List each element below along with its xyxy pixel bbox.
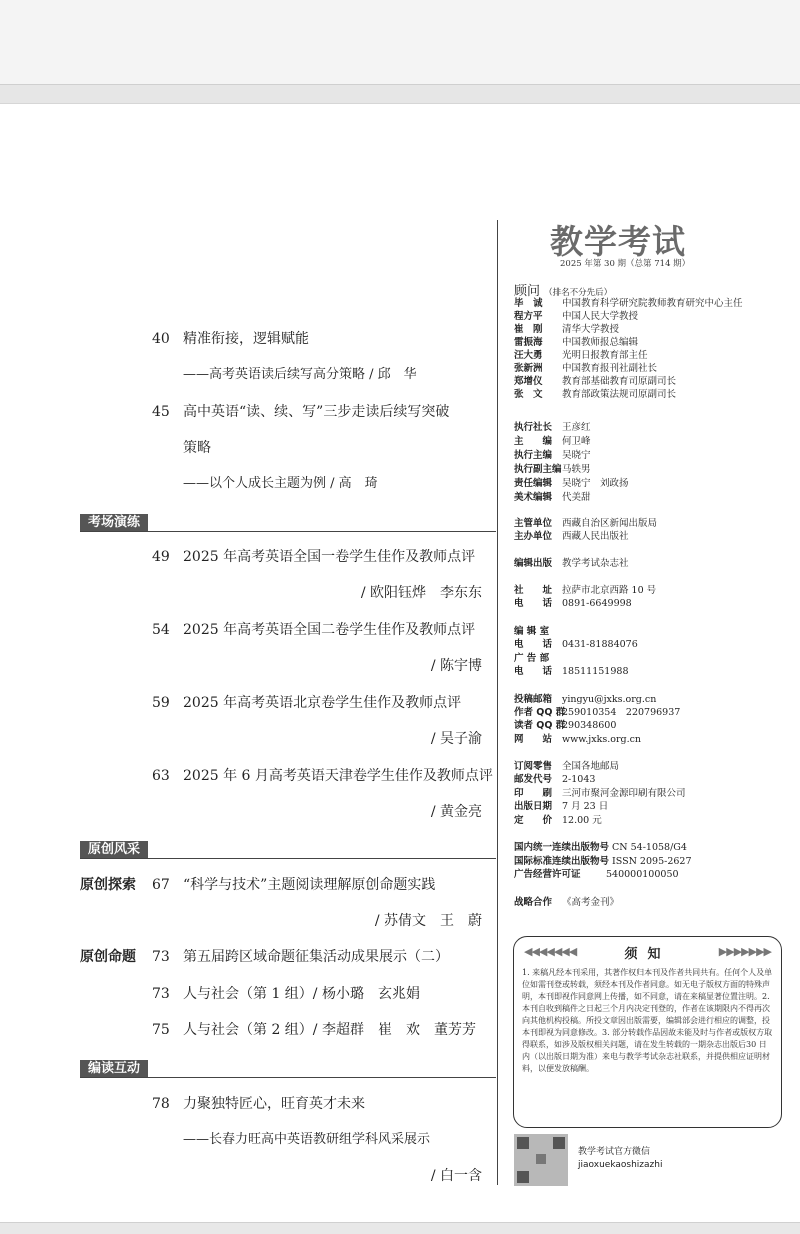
kv-value: 中国教育科学研究院教师教育研究中心主任	[562, 298, 743, 309]
kv-key: 编 辑 室	[514, 626, 550, 637]
section-rule	[80, 531, 496, 532]
staff-row	[514, 478, 629, 490]
toc-subtitle: ——长春力旺高中英语教研组学科风采展示	[183, 1132, 431, 1147]
advisors-note: （排名不分先后）	[544, 288, 613, 298]
kv-value: CN 54-1058/G4	[612, 842, 687, 853]
kv-key: 印 刷	[514, 788, 553, 799]
kv-value: ISSN 2095-2627	[612, 856, 692, 867]
kv-key: 网 站	[514, 734, 553, 745]
kv-value: 259010354 220796937	[562, 707, 681, 718]
kv-key: 作者 QQ 群	[514, 707, 566, 718]
kv-value: 中国教师报总编辑	[562, 337, 639, 348]
org-row	[514, 518, 657, 530]
issue-number: 2025 年第 30 期（总第 714 期）	[560, 259, 691, 269]
section-rule	[80, 1077, 496, 1078]
toc-title[interactable]: 2025 年高考英语全国一卷学生佳作及教师点评	[183, 549, 476, 565]
kv-key: 订阅零售	[514, 761, 553, 772]
kv-key: 郑增仪	[514, 376, 543, 387]
staff-row	[514, 450, 591, 462]
advisor-row	[514, 350, 648, 362]
section-rule	[80, 858, 496, 859]
office-row	[514, 626, 562, 638]
toc-title[interactable]: 2025 年高考英语全国二卷学生佳作及教师点评	[183, 622, 476, 638]
toc-title[interactable]: “科学与技术”主题阅读理解原创命题实践	[183, 877, 436, 893]
toc-page-num: 40	[152, 331, 170, 347]
kv-value: 吴晓宁	[562, 450, 591, 461]
contact-row	[514, 694, 656, 706]
kv-value: 0891-6649998	[562, 598, 632, 609]
notice-box	[513, 936, 782, 1128]
advisor-row	[514, 324, 619, 336]
strategy-row	[514, 897, 619, 909]
toc-title[interactable]: 2025 年 6 月高考英语天津卷学生佳作及教师点评	[183, 768, 493, 784]
section-header	[80, 514, 496, 532]
publisher-row	[514, 558, 629, 570]
office-row	[514, 639, 638, 651]
column-label: 原创命题	[80, 949, 136, 965]
kv-value: 7 月 23 日	[562, 801, 609, 812]
kv-key: 汪大勇	[514, 350, 543, 361]
kv-key: 执行主编	[514, 450, 553, 461]
toc-title[interactable]: 人与社会（第 2 组）/ 李超群 崔 欢 董芳芳	[183, 1022, 476, 1038]
staff-row	[514, 422, 591, 434]
toc-page-num: 73	[152, 986, 170, 1002]
org-row	[514, 531, 629, 543]
kv-key: 电 话	[514, 666, 553, 677]
kv-key: 程方平	[514, 311, 543, 322]
toc-author: / 吴子渝	[430, 731, 482, 747]
serial-row	[514, 842, 687, 854]
kv-value: 12.00 元	[562, 815, 602, 826]
kv-key: 编辑出版	[514, 558, 553, 569]
kv-key: 雷振海	[514, 337, 543, 348]
toc-page-num: 45	[152, 404, 170, 420]
section-label: 考场演练	[80, 514, 148, 532]
section-header	[80, 841, 496, 859]
advisor-row	[514, 298, 743, 310]
kv-key: 社 址	[514, 585, 553, 596]
toc-author: / 欧阳钰烨 李东东	[360, 585, 482, 601]
office-row	[514, 653, 562, 665]
kv-key: 主办单位	[514, 531, 553, 542]
contact-row	[514, 707, 680, 719]
page-edge-strip	[0, 84, 800, 104]
kv-value: 《高考金刊》	[562, 897, 620, 908]
kv-key: 电 话	[514, 639, 553, 650]
toc-page-num: 49	[152, 549, 170, 565]
notice-body: 1. 来稿凡经本刊采用，其著作权归本刊及作者共同共有。任何个人及单位如需刊登或转载，须经本刊及作者同意。如无电子版权方面的特殊声明，本刊即视作同意网上传播，如不同意，请在来稿显著位置注明。2. 本刊自收到稿件之日起三个月内决定刊登的，作者在该期限内不得再次向其他机构投稿。所投文章因出版需要，编辑部会进行相应的调整，投本刊即视为同意修改。3. 部分转载作品因故未能及时与作者或版权方取得联系，如涉及版权相关问题，请在发生转载的一期杂志出版后30 日内（以出版日期为准）来电与教学考试杂志社联系，并提供相应证明材料，以便发放稿酬。	[522, 968, 773, 1073]
kv-value: 拉萨市北京西路 10 号	[562, 585, 657, 596]
advisor-row	[514, 376, 676, 388]
serial-row	[514, 856, 692, 868]
kv-key: 读者 QQ 群	[514, 720, 566, 731]
kv-key: 主管单位	[514, 518, 553, 529]
kv-value: 540000100050	[606, 869, 679, 880]
kv-value: 教育部基础教育司原副司长	[562, 376, 677, 387]
address-row	[514, 598, 632, 610]
kv-value: 中国教育报刊社副社长	[562, 363, 658, 374]
advisor-row	[514, 337, 638, 349]
staff-row	[514, 492, 591, 504]
dist-row	[514, 815, 602, 827]
kv-value: 代美甜	[562, 492, 591, 503]
kv-value: 三河市聚河金源印刷有限公司	[562, 788, 686, 799]
toc-title[interactable]: 人与社会（第 1 组）/ 杨小璐 玄兆娟	[183, 986, 420, 1002]
kv-key: 执行副主编	[514, 464, 562, 475]
kv-key: 崔 刚	[514, 324, 543, 335]
dist-row	[514, 788, 686, 800]
notice-title: 须知	[624, 947, 671, 962]
kv-key: 美术编辑	[514, 492, 553, 503]
kv-value: 全国各地邮局	[562, 761, 620, 772]
toc-page-num: 63	[152, 768, 170, 784]
kv-key: 广告经营许可证	[514, 869, 581, 880]
advisor-row	[514, 363, 657, 375]
office-row	[514, 666, 629, 678]
kv-key: 定 价	[514, 815, 553, 826]
kv-key: 出版日期	[514, 801, 553, 812]
kv-key: 责任编辑	[514, 478, 553, 489]
toc-subtitle: ——高考英语读后续写高分策略 / 邱 华	[183, 367, 417, 382]
kv-value: 吴晓宁 刘政扬	[562, 478, 629, 489]
kv-key: 主 编	[514, 436, 553, 447]
kv-key: 张新洲	[514, 363, 543, 374]
bottom-edge-strip	[0, 1222, 800, 1234]
toc-page-num: 73	[152, 949, 170, 965]
staff-row	[514, 436, 591, 448]
advisor-row	[514, 389, 676, 401]
kv-key: 邮发代号	[514, 774, 553, 785]
dist-row	[514, 801, 608, 813]
advisor-row	[514, 311, 638, 323]
kv-value: 西藏人民出版社	[562, 531, 629, 542]
kv-key: 战略合作	[514, 897, 553, 908]
dist-row	[514, 774, 595, 786]
kv-key: 执行社长	[514, 422, 553, 433]
kv-key: 国际标准连续出版物号	[514, 856, 610, 867]
dist-row	[514, 761, 619, 773]
advisors-title: 顾问	[514, 284, 541, 299]
advisors-heading	[514, 280, 612, 299]
kv-value: 教育部政策法规司原副司长	[562, 389, 677, 400]
toc-author: / 陈宇博	[430, 658, 482, 674]
wechat-label: 教学考试官方微信	[578, 1147, 651, 1157]
kv-value: 光明日报教育部主任	[562, 350, 648, 361]
kv-value: 2-1043	[562, 774, 596, 785]
toc-page-num: 75	[152, 1022, 170, 1038]
kv-value: 18511151988	[562, 666, 629, 677]
kv-value: 西藏自治区新闻出版局	[562, 518, 658, 529]
kv-value: 马轶男	[562, 464, 591, 475]
kv-key: 投稿邮箱	[514, 694, 553, 705]
section-label: 编读互动	[80, 1060, 148, 1078]
kv-value: 何卫峰	[562, 436, 591, 447]
kv-key: 毕 诚	[514, 298, 543, 309]
kv-value: 教学考试杂志社	[562, 558, 629, 569]
toc-title[interactable]: 高中英语“读、续、写”三步走读后续写突破	[183, 404, 450, 420]
toc-author: / 苏倩文 王 蔚	[374, 913, 482, 929]
left-arrows-icon: ◀◀◀◀◀◀◀	[524, 945, 577, 958]
toc-author: / 白一含	[430, 1168, 482, 1184]
address-row	[514, 585, 656, 597]
toc-page-num: 54	[152, 622, 170, 638]
kv-value: 中国人民大学教授	[562, 311, 639, 322]
toc-title[interactable]: 力聚独特匠心，旺育英才未来	[183, 1096, 365, 1112]
serial-row	[514, 869, 679, 881]
contact-row	[514, 734, 641, 746]
toc-title-cont: 策略	[183, 440, 211, 456]
staff-row	[514, 464, 591, 476]
toc-title[interactable]: 第五届跨区域命题征集活动成果展示（二）	[183, 949, 449, 965]
toc-page-num: 78	[152, 1096, 170, 1112]
kv-value: www.jxks.org.cn	[562, 734, 642, 745]
magazine-logo: 教学考试	[550, 222, 686, 261]
kv-key: 国内统一连续出版物号	[514, 842, 610, 853]
toc-subtitle: ——以个人成长主题为例 / 高 琦	[183, 476, 378, 491]
toc-title[interactable]: 2025 年高考英语北京卷学生佳作及教师点评	[183, 695, 462, 711]
kv-key: 张 文	[514, 389, 543, 400]
kv-value: 清华大学教授	[562, 324, 620, 335]
toc-page-num: 59	[152, 695, 170, 711]
kv-value: 290348600	[562, 720, 617, 731]
toc-page-num: 67	[152, 877, 170, 893]
wechat-qr-code	[514, 1134, 568, 1186]
toc-author: / 黄金亮	[430, 804, 482, 820]
contact-row	[514, 720, 616, 732]
kv-value: 王彦红	[562, 422, 591, 433]
right-arrows-icon: ▶▶▶▶▶▶▶	[718, 945, 771, 958]
section-label: 原创风采	[80, 841, 148, 859]
kv-key: 广 告 部	[514, 653, 550, 664]
kv-value: yingyu@jxks.org.cn	[562, 694, 657, 705]
toc-title[interactable]: 精准衔接，逻辑赋能	[183, 331, 309, 347]
top-margin	[0, 0, 800, 84]
column-label: 原创探索	[80, 877, 136, 893]
column-divider	[497, 220, 498, 1185]
section-header	[80, 1060, 496, 1078]
kv-value: 0431-81884076	[562, 639, 638, 650]
wechat-id: jiaoxuekaoshizazhi	[578, 1160, 663, 1170]
kv-key: 电 话	[514, 598, 553, 609]
